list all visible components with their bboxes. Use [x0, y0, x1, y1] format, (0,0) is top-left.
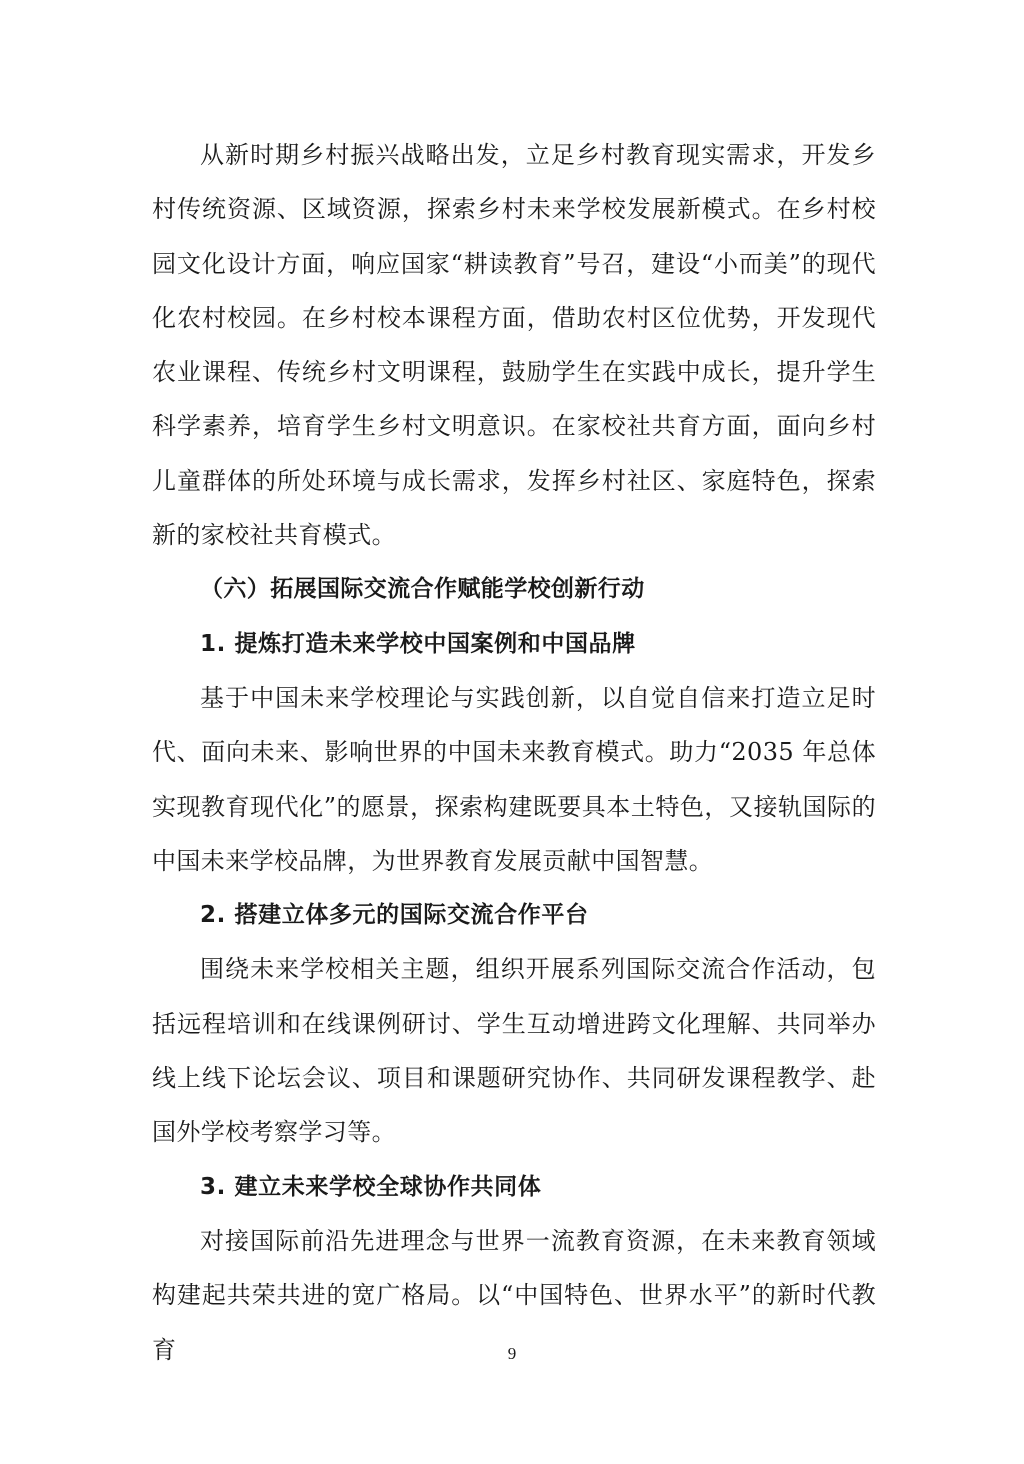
document-body [152, 128, 876, 1377]
page-number: 9 [507, 1344, 517, 1363]
paragraph-china-brand: 基于中国未来学校理论与实践创新，以自觉自信来打造立足时代、面向未来、影响世界的中国未来教育模式。助力“2035 年总体实现教育现代化”的愿景，探索构建既要具本土特色，又接轨国际的中国未来学校品牌，为世界教育发展贡献中国智慧。 [152, 683, 876, 875]
paragraph-exchange-platform: 围绕未来学校相关主题，组织开展系列国际交流合作活动，包括远程培训和在线课例研讨、学生互动增进跨文化理解、共同举办线上线下论坛会议、项目和课题研究协作、共同研发课程教学、赴国外学校考察学习等。 [152, 955, 876, 1147]
heading-global-community: 3. 建立未来学校全球协作共同体 [200, 1173, 542, 1200]
heading-exchange-platform: 2. 搭建立体多元的国际交流合作平台 [200, 902, 589, 929]
paragraph-rural-schools: 从新时期乡村振兴战略出发，立足乡村教育现实需求，开发乡村传统资源、区域资源，探索乡村未来学校发展新模式。在乡村校园文化设计方面，响应国家“耕读教育”号召，建设“小而美”的现代化农村校园。在乡村校本课程方面，借助农村区位优势，开发现代农业课程、传统乡村文明课程，鼓励学生在实践中成长，提升学生科学素养，培育学生乡村文明意识。在家校社共育方面，面向乡村儿童群体的所处环境与成长需求，发挥乡村社区、家庭特色，探索新的家校社共育模式。 [152, 141, 876, 550]
section-heading-international-cooperation: （六）拓展国际交流合作赋能学校创新行动 [200, 576, 645, 603]
heading-china-brand: 1. 提炼打造未来学校中国案例和中国品牌 [200, 630, 636, 657]
paragraph-global-community: 对接国际前沿先进理念与世界一流教育资源，在未来教育领域构建起共荣共进的宽广格局。以“中国特色、世界水平”的新时代教育 [152, 1226, 876, 1364]
